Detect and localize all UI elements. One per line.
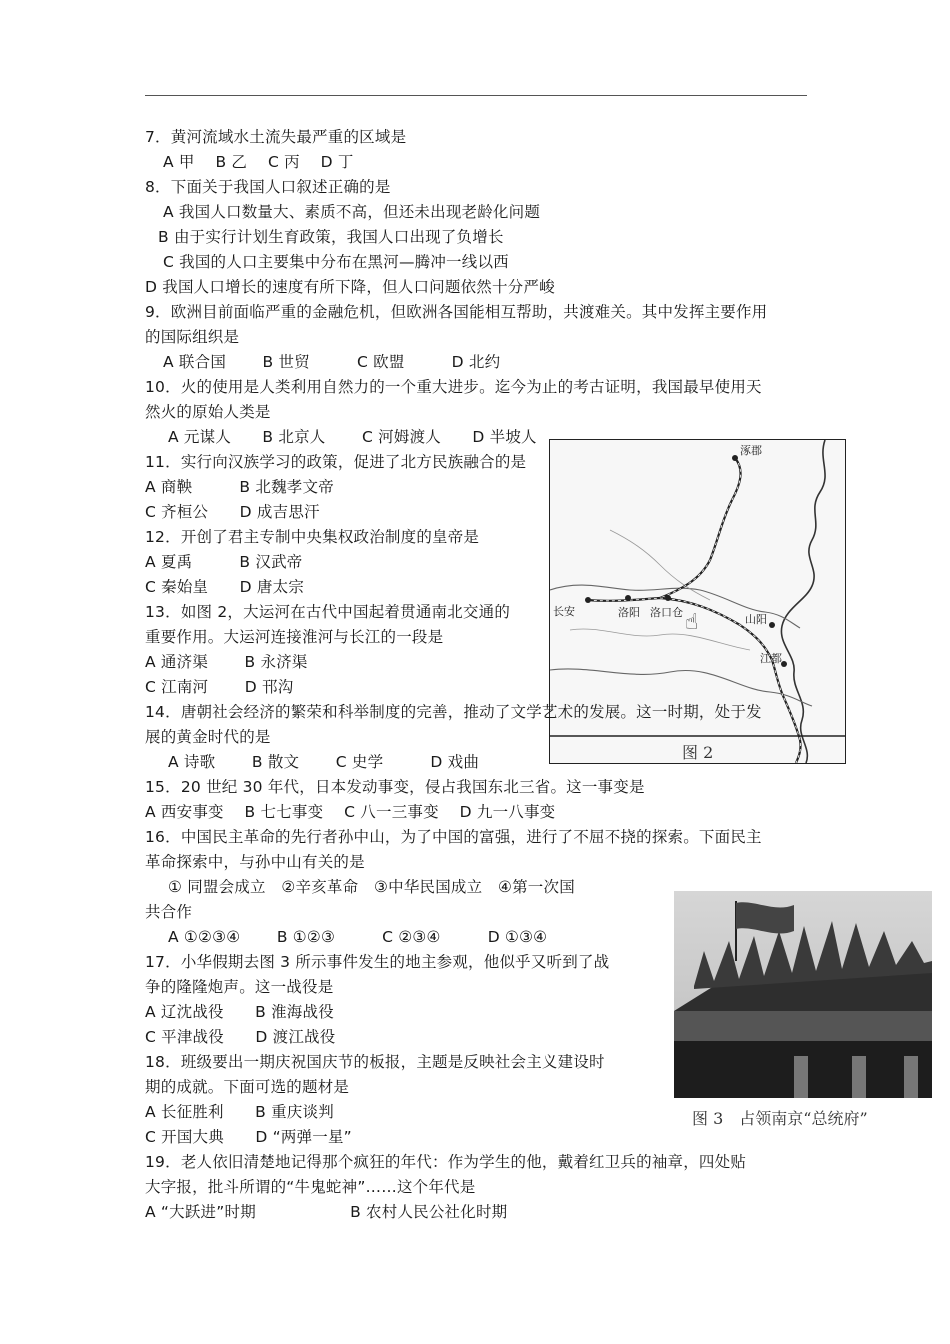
question-10-stem-cont: 然火的原始人类是 <box>145 403 271 421</box>
question-9-options: A 联合国 B 世贸 C 欧盟 D 北约 <box>163 353 501 371</box>
question-13-options-cd: C 江南河 D 邗沟 <box>145 678 294 696</box>
question-14-options: A 诗歌 B 散文 C 史学 D 戏曲 <box>168 753 480 771</box>
photo-drawing <box>674 891 932 1098</box>
question-18-stem-cont: 期的成就。下面可选的题材是 <box>145 1078 350 1096</box>
label-zhuojun: 涿郡 <box>740 444 762 457</box>
question-8-stem: 8．下面关于我国人口叙述正确的是 <box>145 178 391 196</box>
question-18-options-ab: A 长征胜利 B 重庆谈判 <box>145 1103 334 1121</box>
question-15-stem: 15．20 世纪 30 年代，日本发动事变，侵占我国东北三省。这一事变是 <box>145 778 645 796</box>
question-17-stem-cont: 争的隆隆炮声。这一战役是 <box>145 978 334 996</box>
label-shanyang: 山阳 <box>745 613 767 626</box>
label-luokoucang: 洛口仓 <box>650 606 683 619</box>
figure-3-photo <box>674 891 932 1098</box>
question-12-stem: 12．开创了君主专制中央集权政治制度的皇帝是 <box>145 528 480 546</box>
label-luoyang: 洛阳 <box>618 606 640 619</box>
question-14-stem-cont: 展的黄金时代的是 <box>145 728 271 746</box>
question-16-stem-cont: 革命探索中，与孙中山有关的是 <box>145 853 365 871</box>
question-7-options: A 甲 B 乙 C 丙 D 丁 <box>163 153 354 171</box>
question-19-stem: 19．老人依旧清楚地记得那个疯狂的年代：作为学生的他，戴着红卫兵的袖章，四处贴 <box>145 1153 747 1171</box>
question-8-option-c: C 我国的人口主要集中分布在黑河—腾冲一线以西 <box>163 253 509 271</box>
question-11-options-ab: A 商鞅 B 北魏孝文帝 <box>145 478 334 496</box>
question-19-stem-cont: 大字报，批斗所谓的“牛鬼蛇神”……这个年代是 <box>145 1178 476 1196</box>
question-8-option-d: D 我国人口增长的速度有所下降，但人口问题依然十分严峻 <box>145 278 555 296</box>
question-13-options-ab: A 通济渠 B 永济渠 <box>145 653 308 671</box>
question-15-options: A 西安事变 B 七七事变 C 八一三事变 D 九一八事变 <box>145 803 556 821</box>
question-11-options-cd: C 齐桓公 D 成吉思汗 <box>145 503 320 521</box>
question-8-option-a: A 我国人口数量大、素质不高，但还未出现老龄化问题 <box>163 203 541 221</box>
question-17-options-cd: C 平津战役 D 渡江战役 <box>145 1028 336 1046</box>
figure-3-caption: 图 3 占领南京“总统府” <box>692 1109 868 1128</box>
question-16-stem: 16．中国民主革命的先行者孙中山，为了中国的富强，进行了不屈不挠的探索。下面民主 <box>145 828 762 846</box>
label-jiangdu: 江都 <box>760 652 782 665</box>
question-8-option-b: B 由于实行计划生育政策，我国人口出现了负增长 <box>158 228 504 246</box>
question-14-stem: 14．唐朝社会经济的繁荣和科举制度的完善，推动了文学艺术的发展。这一时期，处于发 <box>145 703 762 721</box>
hand-cursor-icon: ☝ <box>685 610 699 635</box>
question-18-stem: 18．班级要出一期庆祝国庆节的板报，主题是反映社会主义建设时 <box>145 1053 605 1071</box>
question-12-options-ab: A 夏禹 B 汉武帝 <box>145 553 303 571</box>
question-17-options-ab: A 辽沈战役 B 淮海战役 <box>145 1003 334 1021</box>
label-changan: 长安 <box>553 605 575 618</box>
question-9-stem-cont: 的国际组织是 <box>145 328 240 346</box>
figure-2-caption: 图 2 <box>682 743 714 762</box>
question-16-options: A ①②③④ B ①②③ C ②③④ D ①③④ <box>168 928 548 946</box>
question-9-stem: 9．欧洲目前面临严重的金融危机，但欧洲各国能相互帮助，共渡难关。其中发挥主要作用 <box>145 303 768 321</box>
question-10-options: A 元谋人 B 北京人 C 河姆渡人 D 半坡人 <box>168 428 537 446</box>
question-16-items-cont: 共合作 <box>145 903 193 921</box>
question-12-options-cd: C 秦始皇 D 唐太宗 <box>145 578 305 596</box>
question-16-items: ① 同盟会成立 ②辛亥革命 ③中华民国成立 ④第一次国 <box>168 878 575 896</box>
question-17-stem: 17．小华假期去图 3 所示事件发生的地主参观，他似乎又听到了战 <box>145 953 610 971</box>
question-10-stem: 10．火的使用是人类利用自然力的一个重大进步。迄今为止的考古证明，我国最早使用天 <box>145 378 762 396</box>
question-11-stem: 11．实行向汉族学习的政策，促进了北方民族融合的是 <box>145 453 527 471</box>
question-7-stem: 7．黄河流域水土流失最严重的区域是 <box>145 128 407 146</box>
question-13-stem: 13．如图 2，大运河在古代中国起着贯通南北交通的 <box>145 603 511 621</box>
header-rule <box>145 95 807 96</box>
question-13-stem-cont: 重要作用。大运河连接淮河与长江的一段是 <box>145 628 444 646</box>
question-19-options-ab: A “大跃进”时期 B 农村人民公社化时期 <box>145 1203 508 1221</box>
question-18-options-cd: C 开国大典 D “两弹一星” <box>145 1128 352 1146</box>
